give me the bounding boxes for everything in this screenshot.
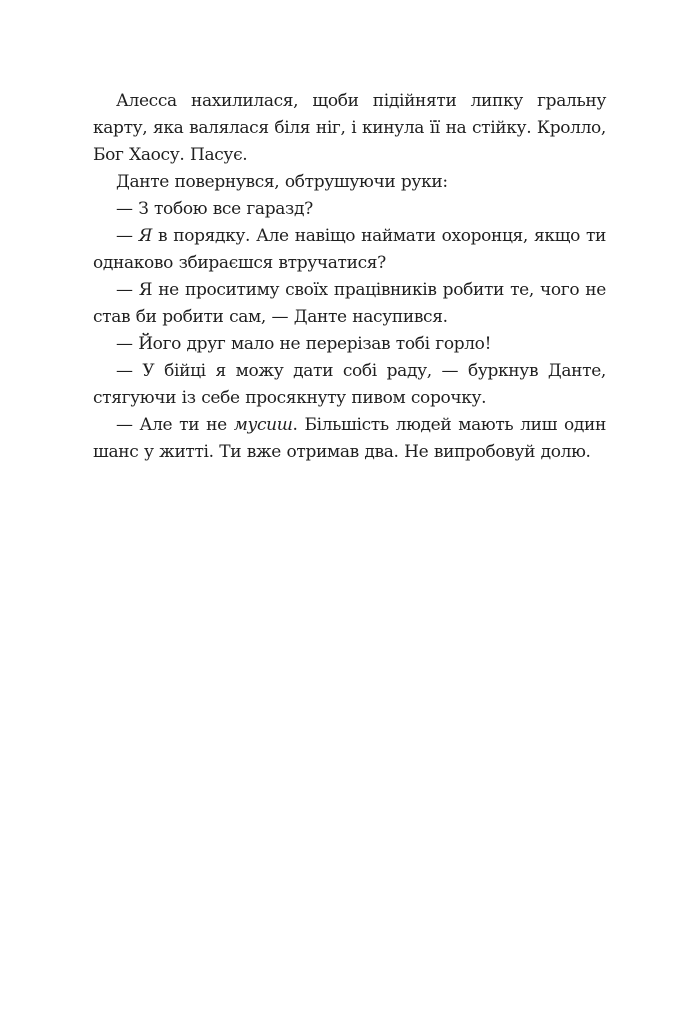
- paragraph-4: [93, 223, 606, 277]
- emphasis: мусиш: [233, 415, 293, 435]
- paragraph-7: — У бійці я можу дати собі раду, — буркнув Данте, стягуючи із себе просякнуту пивом сорочку.: [93, 361, 606, 408]
- paragraph-5: — Я не проситиму своїх працівників робити те, чого не став би робити сам, — Данте насупився.: [93, 280, 606, 327]
- paragraph-8: [93, 412, 606, 466]
- text-span: — Але ти не: [116, 415, 234, 435]
- text-span: . Більшість людей мають лиш один шанс у житті. Ти вже отримав два. Не випробовуй долю.: [93, 415, 606, 462]
- emphasis: Я: [138, 226, 153, 246]
- paragraph-2: Данте повернувся, обтрушуючи руки:: [116, 172, 448, 192]
- paragraph-3: — З тобою все гаразд?: [116, 199, 313, 219]
- text-span: в порядку. Але навіщо наймати охоронця, якщо ти однаково збираєшся втручатися?: [93, 226, 606, 273]
- paragraph-1: Алесса нахилилася, щоби підійняти липку гральну карту, яка валялася біля ніг, і кинула її на стійку. Кролло, Бог Хаосу. Пасує.: [93, 91, 606, 165]
- paragraph-6: — Його друг мало не перерізав тобі горло!: [116, 334, 492, 354]
- book-page: [93, 88, 606, 466]
- text-span: —: [116, 226, 139, 246]
